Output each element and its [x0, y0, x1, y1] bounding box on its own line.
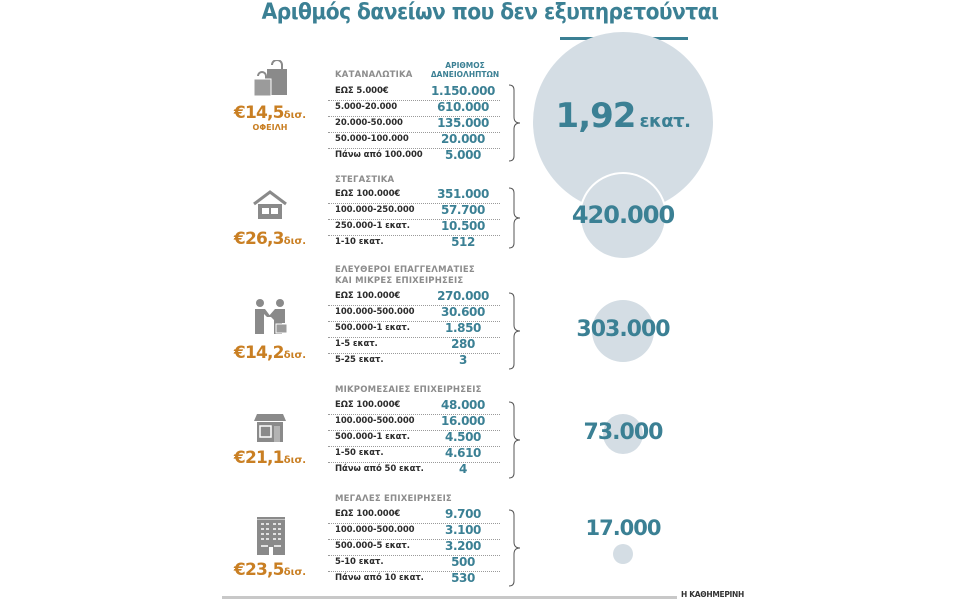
- table-row: 500.000-5 εκατ. 3.200: [328, 540, 500, 556]
- total-large: 17.000: [585, 516, 661, 540]
- total-sme: 73.000: [583, 420, 663, 445]
- brace-consumer: [508, 84, 524, 166]
- table-row: ΕΩΣ 100.000€ 9.700: [328, 508, 500, 524]
- shopping-bags-icon: [250, 60, 290, 102]
- total-housing: 420.000: [571, 201, 675, 229]
- shop-icon: [254, 412, 286, 448]
- table-row: 5-10 εκατ. 500: [328, 556, 500, 572]
- table-professionals: [328, 290, 500, 369]
- table-row: 100.000-500.000 3.100: [328, 524, 500, 540]
- debt-consumer: €14,5δισ.: [233, 103, 307, 123]
- section-title-housing: ΣΤΕΓΑΣΤΙΚΑ: [335, 175, 395, 185]
- section-title-sme: ΜΙΚΡΟΜΕΣΑΙΕΣ ΕΠΙΧΕΙΡΗΣΕΙΣ: [335, 385, 482, 395]
- table-row: Πάνω από 100.000 5.000: [335, 148, 481, 162]
- table-row: ΕΩΣ 100.000€ 48.000: [328, 399, 500, 415]
- handshake-icon: [251, 298, 291, 340]
- table-row: 500.000-1 εκατ. 4.500: [328, 431, 500, 447]
- section-title-professionals: ΕΛΕΥΘΕΡΟΙ ΕΠΑΓΓΕΛΜΑΤΙΕΣ ΚΑΙ ΜΙΚΡΕΣ ΕΠΙΧΕΙΡΗΣΕΙΣ: [335, 265, 475, 286]
- debt-professionals: €14,2δισ.: [233, 343, 307, 363]
- section-title-consumer: ΚΑΤΑΝΑΛΩΤΙΚΑ: [335, 70, 413, 80]
- footer-divider: [222, 596, 677, 599]
- source-credit: Η ΚΑΘΗΜΕΡΙΝΗ: [681, 590, 744, 599]
- table-row: 1-50 εκατ. 4.610: [328, 447, 500, 463]
- table-row: 100.000-500.000 16.000: [328, 415, 500, 431]
- table-sme: [328, 399, 500, 478]
- office-building-icon: [257, 517, 285, 559]
- chart-title: Αριθμός δανείων που δεν εξυπηρετούνται: [261, 0, 719, 25]
- table-row: 500.000-1 εκατ. 1.850: [328, 322, 500, 338]
- debt-large: €23,5δισ.: [233, 560, 307, 580]
- table-housing: [328, 188, 500, 251]
- brace-housing: [508, 187, 524, 253]
- table-row: ΕΩΣ 100.000€ 270.000: [328, 290, 500, 306]
- table-row: 20.000-50.000 135.000: [328, 117, 500, 133]
- table-consumer: [328, 85, 500, 164]
- brace-large: [508, 509, 524, 591]
- column-header: ΑΡΙΘΜΟΣ ΔΑΝΕΙΟΛΗΠΤΩΝ: [430, 61, 500, 79]
- table-row: 5-25 εκατ. 3: [335, 353, 467, 367]
- bubble-large: [613, 544, 633, 564]
- total-professionals: 303.000: [576, 317, 670, 342]
- table-row: 250.000-1 εκατ. 10.500: [328, 220, 500, 236]
- table-row: Πάνω από 10 εκατ. 530: [335, 571, 475, 585]
- total-consumer: 1,92 εκατ.: [555, 96, 691, 136]
- table-row: 100.000-500.000 30.600: [328, 306, 500, 322]
- house-icon: [252, 190, 288, 224]
- debt-sme: €21,1δισ.: [233, 448, 307, 468]
- brace-sme: [508, 401, 524, 483]
- table-row: ΕΩΣ 100.000€ 351.000: [328, 188, 500, 204]
- brace-professionals: [508, 292, 524, 374]
- table-row: Πάνω από 50 εκατ. 4: [335, 462, 467, 476]
- table-row: ΕΩΣ 5.000€ 1.150.000: [328, 85, 500, 101]
- debt-housing: €26,3δισ.: [233, 229, 307, 249]
- table-large: [328, 508, 500, 587]
- debt-note: ΟΦΕΙΛΗ: [252, 123, 288, 132]
- table-row: 50.000-100.000 20.000: [328, 133, 500, 149]
- table-row: 1-10 εκατ. 512: [335, 235, 475, 249]
- table-row: 100.000-250.000 57.700: [328, 204, 500, 220]
- table-row: 5.000-20.000 610.000: [328, 101, 500, 117]
- table-row: 1-5 εκατ. 280: [328, 338, 500, 354]
- section-title-large: ΜΕΓΑΛΕΣ ΕΠΙΧΕΙΡΗΣΕΙΣ: [335, 494, 452, 504]
